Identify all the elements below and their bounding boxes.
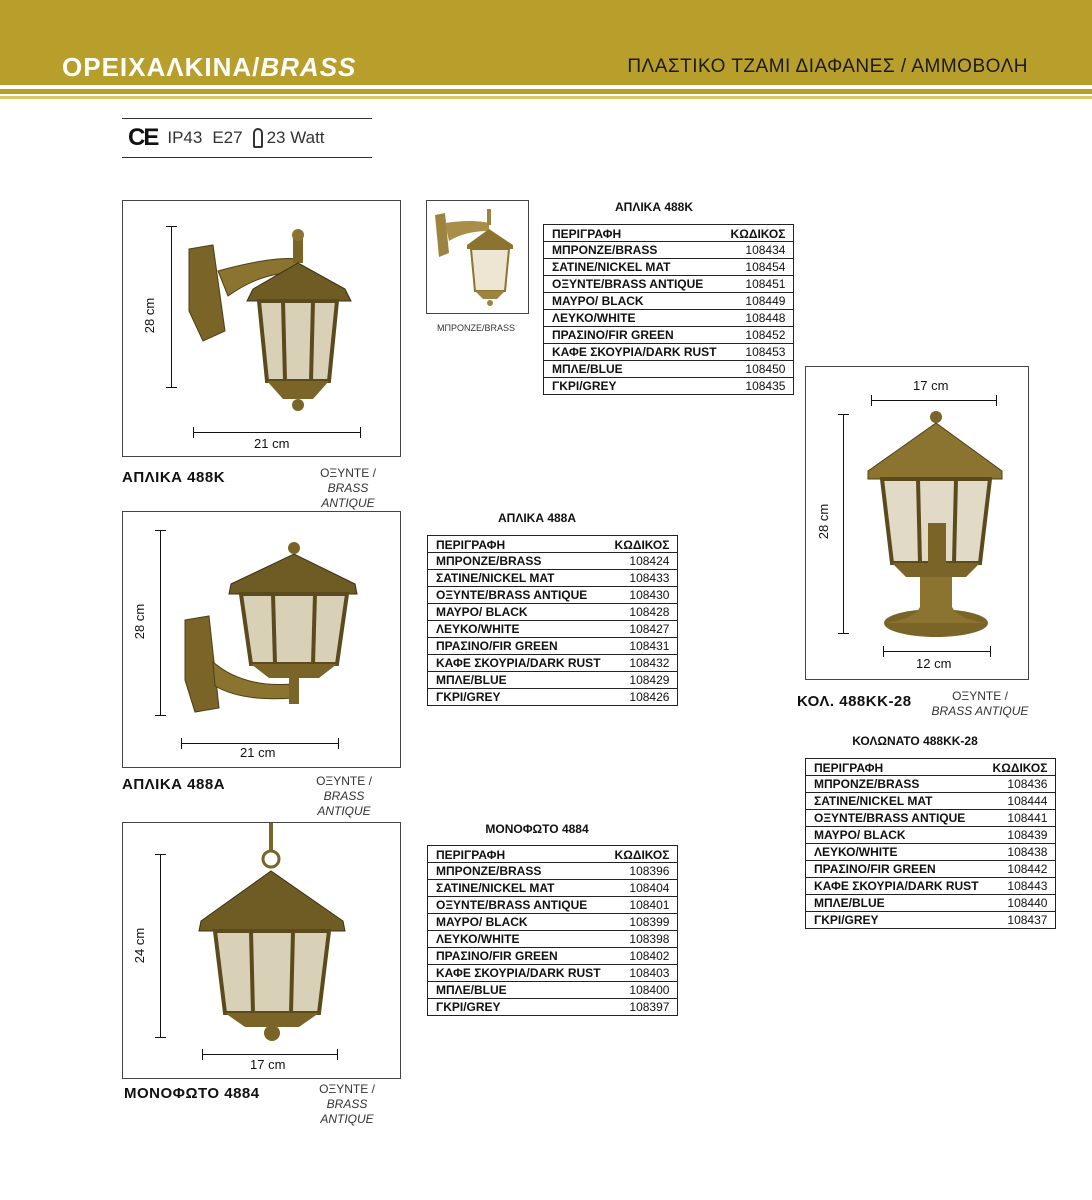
width-dimension-line	[193, 432, 361, 433]
finish-label	[300, 466, 396, 511]
table-row	[428, 948, 678, 965]
wattage: 23 Watt	[266, 128, 325, 147]
finish-label	[928, 689, 1032, 719]
height-label: 28 cm	[132, 603, 148, 640]
product-caption: ΑΠΛΙΚΑ 488Α	[122, 776, 226, 793]
product-code: 108454	[723, 259, 794, 276]
product-thumbnail-brass	[426, 200, 529, 314]
table-row	[544, 361, 794, 378]
finish-label-gr: ΟΞΥΝΤΕ /	[319, 1082, 375, 1096]
height-label: 28 cm	[816, 503, 832, 540]
product-code: 108430	[607, 587, 678, 604]
finish-description: ΜΠΡΟΝΖΕ/BRASS	[428, 553, 607, 570]
table-row	[544, 276, 794, 293]
table-row	[806, 861, 1056, 878]
product-code: 108402	[607, 948, 678, 965]
product-code: 108404	[607, 880, 678, 897]
column-header-description: ΠΕΡΙΓΡΑΦΗ	[428, 846, 607, 863]
table-row	[428, 570, 678, 587]
product-code: 108443	[985, 878, 1056, 895]
header-rule	[0, 89, 1092, 94]
product-code: 108432	[607, 655, 678, 672]
table-row	[544, 327, 794, 344]
table-row	[428, 999, 678, 1016]
table-row	[428, 689, 678, 706]
finish-description: ΚΑΦΕ ΣΚΟΥΡΙΑ/DARK RUST	[428, 965, 607, 982]
code-table-488k	[543, 224, 794, 395]
product-photo-488k	[122, 200, 401, 457]
finish-description: ΛΕΥΚΟ/WHITE	[806, 844, 985, 861]
finish-label-gr: ΟΞΥΝΤΕ /	[320, 466, 376, 480]
page-title: ΟΡΕΙΧΑΛΚΙΝΑ/BRASS	[62, 52, 357, 82]
table-row	[428, 897, 678, 914]
code-table-488a	[427, 535, 678, 706]
product-code: 108396	[607, 863, 678, 880]
table-row	[544, 344, 794, 361]
product-photo-488a	[122, 511, 401, 768]
table-row	[544, 293, 794, 310]
product-code: 108449	[723, 293, 794, 310]
finish-label-en: BRASS ANTIQUE	[931, 704, 1029, 718]
product-code: 108448	[723, 310, 794, 327]
finish-description: ΚΑΦΕ ΣΚΟΥΡΙΑ/DARK RUST	[544, 344, 723, 361]
finish-description: ΜΠΡΟΝΖΕ/BRASS	[428, 863, 607, 880]
finish-description: ΜΠΛΕ/BLUE	[544, 361, 723, 378]
table-row	[428, 880, 678, 897]
table-row	[428, 931, 678, 948]
finish-description: ΟΞΥΝΤΕ/BRASS ANTIQUE	[428, 587, 607, 604]
table-title: ΑΠΛΙΚΑ 488Κ	[614, 200, 694, 214]
table-title: ΑΠΛΙΚΑ 488Α	[497, 511, 577, 525]
finish-description: ΓΚΡΙ/GREY	[428, 689, 607, 706]
finish-description: ΟΞΥΝΤΕ/BRASS ANTIQUE	[428, 897, 607, 914]
table-header-row	[806, 759, 1056, 776]
code-table-488kk-28	[805, 758, 1056, 929]
finish-label	[296, 774, 392, 819]
finish-label-en: BRASS ANTIQUE	[317, 789, 371, 818]
finish-description: ΚΑΦΕ ΣΚΟΥΡΙΑ/DARK RUST	[428, 655, 607, 672]
table-row	[428, 621, 678, 638]
finish-description: ΟΞΥΝΤΕ/BRASS ANTIQUE	[544, 276, 723, 293]
header-rule-light	[0, 96, 1092, 99]
pendant-lantern-image	[123, 823, 400, 1078]
wall-lantern-brass-thumb	[427, 201, 528, 313]
width-label: 21 cm	[254, 436, 290, 451]
product-code: 108441	[985, 810, 1056, 827]
column-header-description: ΠΕΡΙΓΡΑΦΗ	[428, 536, 607, 553]
table-row	[544, 378, 794, 395]
product-code: 108401	[607, 897, 678, 914]
product-code: 108451	[723, 276, 794, 293]
code-table-4884	[427, 845, 678, 1016]
top-width-label: 17 cm	[913, 378, 949, 393]
height-dimension-line	[171, 226, 172, 388]
height-dimension-line	[160, 854, 161, 1038]
wall-lantern-up-image	[123, 512, 400, 767]
finish-description: ΠΡΑΣΙΝΟ/FIR GREEN	[806, 861, 985, 878]
finish-description: ΟΞΥΝΤΕ/BRASS ANTIQUE	[806, 810, 985, 827]
wall-lantern-down-image	[123, 201, 400, 456]
ip-rating: IP43	[167, 128, 203, 147]
table-row	[806, 912, 1056, 929]
finish-description: ΣΑΤΙΝΕ/NICKEL MAT	[428, 570, 607, 587]
table-row	[428, 587, 678, 604]
finish-description: ΠΡΑΣΙΝΟ/FIR GREEN	[544, 327, 723, 344]
product-code: 108427	[607, 621, 678, 638]
finish-label-gr: ΟΞΥΝΤΕ /	[316, 774, 372, 788]
product-code: 108398	[607, 931, 678, 948]
product-code: 108450	[723, 361, 794, 378]
finish-label-gr: ΟΞΥΝΤΕ /	[952, 689, 1008, 703]
product-code: 108397	[607, 999, 678, 1016]
product-code: 108442	[985, 861, 1056, 878]
table-row	[806, 878, 1056, 895]
table-row	[428, 672, 678, 689]
table-row	[544, 310, 794, 327]
height-label: 28 cm	[142, 297, 158, 334]
product-caption: ΚΟΛ. 488ΚΚ-28	[797, 693, 912, 710]
finish-description: ΣΑΤΙΝΕ/NICKEL MAT	[428, 880, 607, 897]
finish-description: ΜΠΡΟΝΖΕ/BRASS	[806, 776, 985, 793]
height-dimension-line	[160, 530, 161, 716]
column-header-code: ΚΩΔΙΚΟΣ	[607, 846, 678, 863]
column-header-code: ΚΩΔΙΚΟΣ	[985, 759, 1056, 776]
product-code: 108424	[607, 553, 678, 570]
product-code: 108400	[607, 982, 678, 999]
width-label: 21 cm	[240, 745, 276, 760]
ce-mark-icon: CE	[128, 124, 158, 151]
height-dimension-line	[843, 414, 844, 634]
table-row	[806, 827, 1056, 844]
finish-label-en: BRASS ANTIQUE	[321, 481, 375, 510]
finish-description: ΜΠΡΟΝΖΕ/BRASS	[544, 242, 723, 259]
finish-description: ΜΠΛΕ/BLUE	[806, 895, 985, 912]
table-row	[806, 844, 1056, 861]
product-code: 108440	[985, 895, 1056, 912]
finish-description: ΓΚΡΙ/GREY	[544, 378, 723, 395]
finish-description: ΣΑΤΙΝΕ/NICKEL MAT	[544, 259, 723, 276]
finish-description: ΜΑΥΡΟ/ BLACK	[806, 827, 985, 844]
column-header-code: ΚΩΔΙΚΟΣ	[607, 536, 678, 553]
product-code: 108436	[985, 776, 1056, 793]
table-row	[428, 982, 678, 999]
product-code: 108452	[723, 327, 794, 344]
finish-description: ΠΡΑΣΙΝΟ/FIR GREEN	[428, 948, 607, 965]
product-code: 108437	[985, 912, 1056, 929]
finish-description: ΜΑΥΡΟ/ BLACK	[544, 293, 723, 310]
product-code: 108439	[985, 827, 1056, 844]
bulb-icon	[253, 128, 263, 148]
product-code: 108435	[723, 378, 794, 395]
width-dimension-line	[202, 1054, 338, 1055]
table-row	[428, 965, 678, 982]
thumbnail-caption: ΜΠΡΟΝΖΕ/BRASS	[437, 323, 516, 333]
product-code: 108453	[723, 344, 794, 361]
table-header-row	[544, 225, 794, 242]
product-code: 108403	[607, 965, 678, 982]
finish-label-en: BRASS ANTIQUE	[320, 1097, 374, 1126]
finish-description: ΜΑΥΡΟ/ BLACK	[428, 604, 607, 621]
product-caption: ΜΟΝΟΦΩΤΟ 4884	[124, 1085, 260, 1102]
table-title: ΚΟΛΩΝΑΤΟ 488ΚΚ-28	[852, 734, 978, 748]
product-code: 108434	[723, 242, 794, 259]
table-row	[544, 242, 794, 259]
finish-description: ΓΚΡΙ/GREY	[806, 912, 985, 929]
product-code: 108429	[607, 672, 678, 689]
finish-description: ΛΕΥΚΟ/WHITE	[428, 621, 607, 638]
table-header-row	[428, 846, 678, 863]
table-row	[806, 793, 1056, 810]
column-header-code: ΚΩΔΙΚΟΣ	[723, 225, 794, 242]
product-caption: ΑΠΛΙΚΑ 488Κ	[122, 469, 226, 486]
width-dimension-line	[181, 743, 339, 744]
column-header-description: ΠΕΡΙΓΡΑΦΗ	[806, 759, 985, 776]
table-row	[544, 259, 794, 276]
finish-description: ΛΕΥΚΟ/WHITE	[544, 310, 723, 327]
socket-type: E27	[212, 128, 243, 147]
table-row	[428, 604, 678, 621]
finish-description: ΠΡΑΣΙΝΟ/FIR GREEN	[428, 638, 607, 655]
product-code: 108426	[607, 689, 678, 706]
finish-description: ΛΕΥΚΟ/WHITE	[428, 931, 607, 948]
table-title: ΜΟΝΟΦΩΤΟ 4884	[485, 822, 589, 836]
finish-description: ΣΑΤΙΝΕ/NICKEL MAT	[806, 793, 985, 810]
finish-description: ΚΑΦΕ ΣΚΟΥΡΙΑ/DARK RUST	[806, 878, 985, 895]
table-row	[428, 655, 678, 672]
base-width-label: 12 cm	[916, 656, 952, 671]
height-label: 24 cm	[132, 927, 148, 964]
product-code: 108444	[985, 793, 1056, 810]
base-width-dimension-line	[883, 651, 991, 652]
table-row	[806, 895, 1056, 912]
page-tagline: ΠΛΑΣΤΙΚΟ ΤΖΑΜΙ ΔΙΑΦΑΝΕΣ / ΑΜΜΟΒΟΛΗ	[627, 56, 1028, 77]
top-width-dimension-line	[871, 400, 997, 401]
width-label: 17 cm	[250, 1057, 286, 1072]
finish-description: ΜΑΥΡΟ/ BLACK	[428, 914, 607, 931]
column-header-description: ΠΕΡΙΓΡΑΦΗ	[544, 225, 723, 242]
table-row	[428, 553, 678, 570]
spec-bar	[122, 118, 372, 158]
finish-description: ΜΠΛΕ/BLUE	[428, 672, 607, 689]
table-row	[428, 863, 678, 880]
finish-description: ΓΚΡΙ/GREY	[428, 999, 607, 1016]
finish-description: ΜΠΛΕ/BLUE	[428, 982, 607, 999]
finish-label	[299, 1082, 395, 1127]
table-row	[806, 776, 1056, 793]
table-row	[428, 638, 678, 655]
product-photo-4884	[122, 822, 401, 1079]
table-row	[806, 810, 1056, 827]
product-code: 108433	[607, 570, 678, 587]
product-code: 108399	[607, 914, 678, 931]
product-code: 108431	[607, 638, 678, 655]
product-code: 108428	[607, 604, 678, 621]
table-header-row	[428, 536, 678, 553]
product-code: 108438	[985, 844, 1056, 861]
table-row	[428, 914, 678, 931]
